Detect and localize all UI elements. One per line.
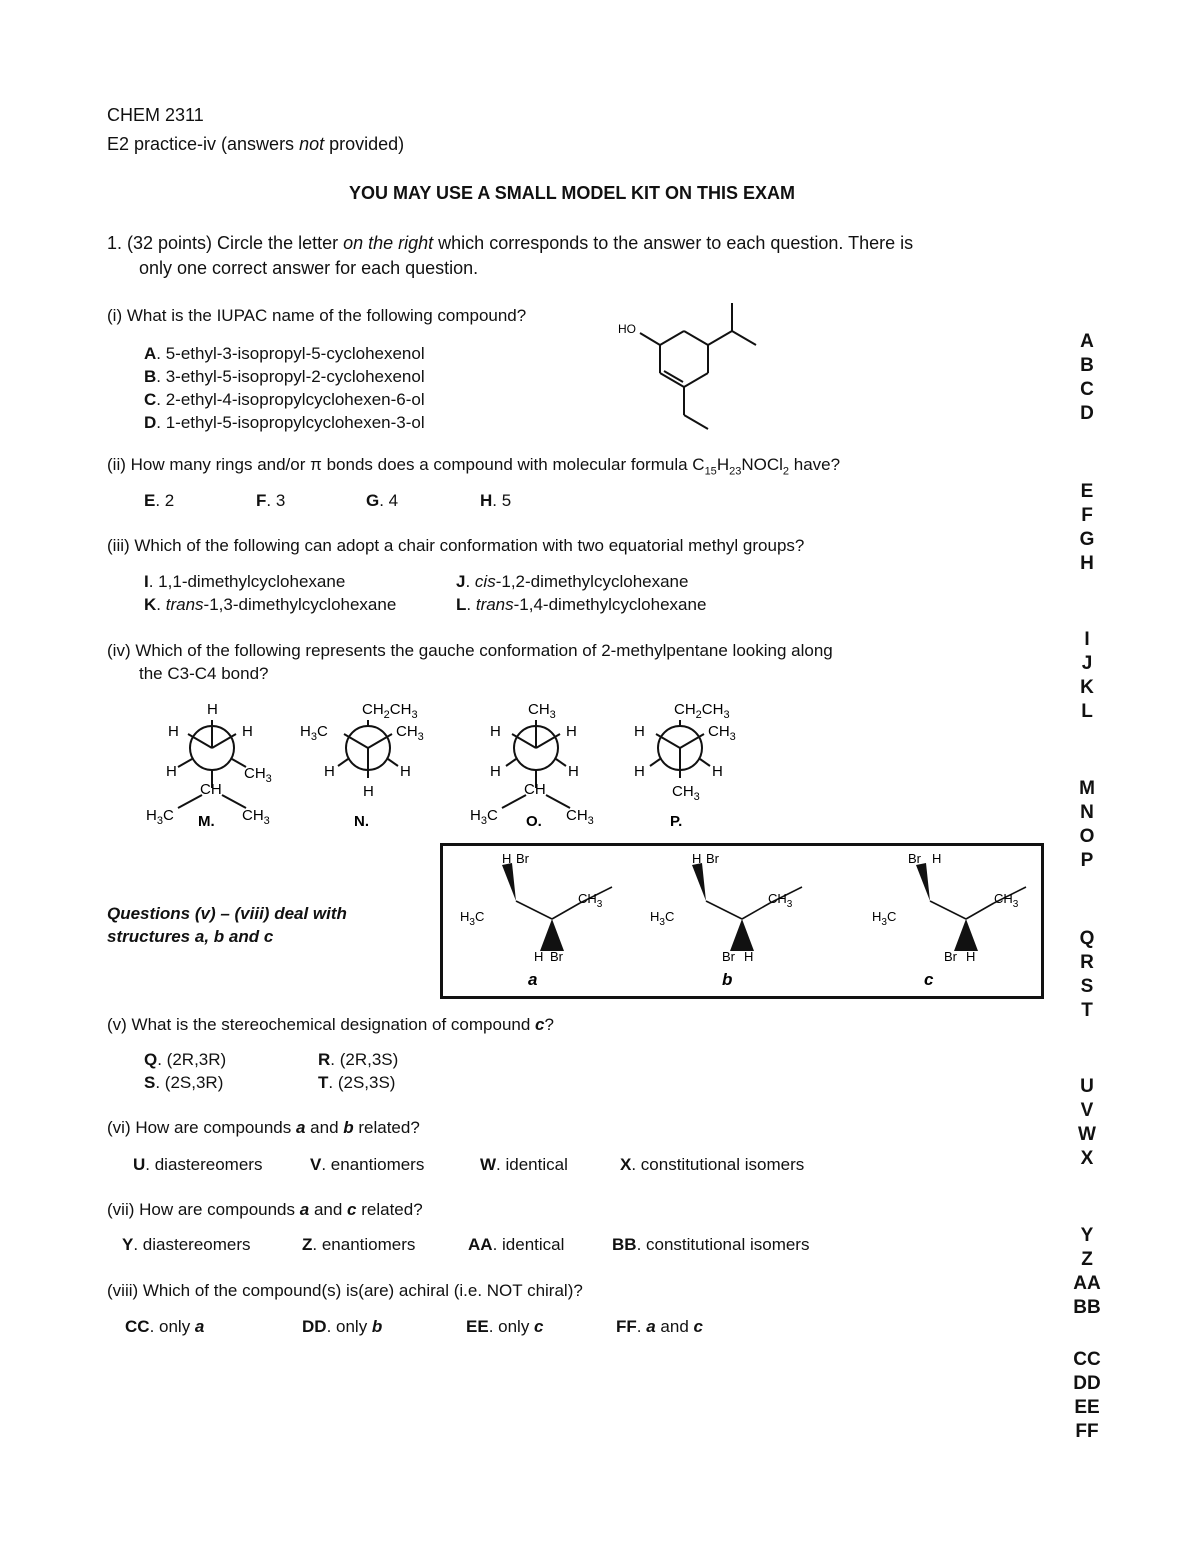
question-ii-prompt: (ii) How many rings and/or π bonds does a compound with molecular formula $C_{15}H_{23}NOCl_2$ have? xyxy=(107,455,841,478)
answer-choice[interactable]: Q xyxy=(1079,928,1095,949)
answer-choice[interactable]: F xyxy=(1081,505,1093,526)
option-r: R. (2R,3S) xyxy=(318,1050,399,1069)
atom-ch3: $CH_3$ xyxy=(994,891,1019,910)
answer-choice[interactable]: S xyxy=(1080,976,1094,997)
newman-projections xyxy=(140,690,740,840)
atom-h3c: $H_3C$ xyxy=(460,909,485,928)
answer-choice[interactable]: P xyxy=(1080,850,1094,871)
structure-a-label: a xyxy=(528,970,538,989)
structure-c-label: c xyxy=(924,970,934,989)
atom-br-bottom: Br xyxy=(944,949,957,964)
option-ff: FF. a and c xyxy=(616,1317,703,1336)
newman-o-h3c: $H_3C$ xyxy=(470,807,498,827)
newman-p-ch3: $CH_3$ xyxy=(708,723,736,743)
answer-choice[interactable]: R xyxy=(1080,952,1094,973)
answer-choice[interactable]: Z xyxy=(1081,1249,1093,1270)
option-t: T. (2S,3S) xyxy=(318,1073,396,1092)
newman-o-h-lower-right: H xyxy=(568,763,579,780)
answer-choice[interactable]: O xyxy=(1079,826,1095,847)
answer-choice[interactable]: G xyxy=(1079,529,1095,550)
option-a: A. 5-ethyl-3-isopropyl-5-cyclohexenol xyxy=(144,344,425,363)
answer-choice-group-i xyxy=(1062,330,1112,426)
newman-o-label: O. xyxy=(526,813,542,830)
question-v-prompt: (v) What is the stereochemical designation of compound c? xyxy=(107,1015,554,1034)
option-f: F. 3 xyxy=(256,491,286,510)
atom-ch3: $CH_3$ xyxy=(578,891,603,910)
newman-m-label: M. xyxy=(198,813,215,830)
atom-h: H xyxy=(502,851,512,866)
atom-h-bottom: H xyxy=(534,949,544,964)
option-b: B. 3-ethyl-5-isopropyl-2-cyclohexenol xyxy=(144,367,425,386)
option-x: X. constitutional isomers xyxy=(620,1155,805,1174)
answer-choice[interactable]: FF xyxy=(1075,1421,1099,1442)
answer-choice[interactable]: E xyxy=(1080,481,1094,502)
newman-n-h-left: H xyxy=(324,763,335,780)
option-s: S. (2S,3R) xyxy=(144,1073,224,1092)
atom-br: Br xyxy=(908,851,921,866)
answer-choice-group-v xyxy=(1062,927,1112,1023)
newman-n-ch2ch3: $CH_2CH_3$ xyxy=(362,701,418,721)
newman-p-label: P. xyxy=(670,813,683,830)
answer-choice[interactable]: AA xyxy=(1073,1273,1101,1294)
answer-choice[interactable]: K xyxy=(1080,677,1094,698)
option-d: D. 1-ethyl-5-isopropylcyclohexen-3-ol xyxy=(144,413,425,432)
question-1-intro-line2: only one correct answer for each question. xyxy=(139,258,479,278)
newman-p-h-upper-left: H xyxy=(634,723,645,740)
question-iv-prompt-line2: the C3-C4 bond? xyxy=(139,664,269,683)
atom-h: H xyxy=(692,851,702,866)
option-e: E. 2 xyxy=(144,491,175,510)
newman-o-ch3-bottom: $CH_3$ xyxy=(566,807,594,827)
structures-caption-line1: Questions (v) – (viii) deal with xyxy=(107,904,347,923)
option-h: H. 5 xyxy=(480,491,512,510)
newman-n-label: N. xyxy=(354,813,369,830)
answer-choice[interactable]: J xyxy=(1081,653,1093,674)
newman-n-h-right: H xyxy=(400,763,411,780)
answer-choice[interactable]: L xyxy=(1081,701,1093,722)
option-aa: AA. identical xyxy=(468,1235,565,1254)
option-q: Q. (2R,3R) xyxy=(144,1050,227,1069)
newman-m-ch3-bottom: $CH_3$ xyxy=(242,807,270,827)
option-k: K. trans-1,3-dimethylcyclohexane xyxy=(144,595,397,614)
answer-choice[interactable]: C xyxy=(1080,379,1094,400)
newman-m-ch3: $CH_3$ xyxy=(244,765,272,785)
course-title: CHEM 2311 xyxy=(107,105,204,125)
answer-choice[interactable]: U xyxy=(1080,1076,1094,1097)
answer-choice[interactable]: H xyxy=(1080,553,1094,574)
answer-choice[interactable]: A xyxy=(1080,331,1094,352)
newman-o-ch3-top: $CH_3$ xyxy=(528,701,556,721)
answer-choice[interactable]: W xyxy=(1078,1124,1096,1145)
answer-choice[interactable]: DD xyxy=(1073,1373,1101,1394)
newman-m-h3c: $H_3C$ xyxy=(146,807,174,827)
model-kit-notice: YOU MAY USE A SMALL MODEL KIT ON THIS EXAM xyxy=(349,183,796,203)
answer-choice[interactable]: T xyxy=(1081,1000,1093,1021)
option-j: J. cis-1,2-dimethylcyclohexane xyxy=(456,572,689,591)
exam-subtitle: E2 practice-iv (answers not provided) xyxy=(107,134,405,154)
newman-p-ch3-bottom: $CH_3$ xyxy=(672,783,700,803)
option-cc: CC. only a xyxy=(125,1317,205,1336)
structure-a xyxy=(460,851,612,989)
newman-p-h-lower-right: H xyxy=(712,763,723,780)
newman-p-ch2ch3: $CH_2CH_3$ xyxy=(674,701,730,721)
answer-choice-group-viii xyxy=(1062,1348,1112,1444)
structures-box xyxy=(440,843,1044,999)
newman-o-h-upper-left: H xyxy=(490,723,501,740)
answer-choice[interactable]: M xyxy=(1079,778,1095,799)
answer-choice-group-iv xyxy=(1062,777,1112,873)
newman-o-h-lower-left: H xyxy=(490,763,501,780)
answer-choice[interactable]: CC xyxy=(1073,1349,1101,1370)
newman-m xyxy=(146,701,272,830)
option-g: G. 4 xyxy=(366,491,399,510)
option-y: Y. diastereomers xyxy=(122,1235,251,1254)
answer-choice[interactable]: D xyxy=(1080,403,1094,424)
option-ee: EE. only c xyxy=(466,1317,544,1336)
answer-choice[interactable]: Y xyxy=(1080,1225,1094,1246)
question-i-prompt: (i) What is the IUPAC name of the following compound? xyxy=(107,306,527,325)
newman-o xyxy=(470,701,594,830)
option-w: W. identical xyxy=(480,1155,568,1174)
option-i: I. 1,1-dimethylcyclohexane xyxy=(144,572,346,591)
newman-o-ch: CH xyxy=(524,781,546,798)
question-iv-prompt: (iv) Which of the following represents the gauche conformation of 2-methylpentane looking along xyxy=(107,641,833,660)
newman-p xyxy=(634,701,736,830)
answer-choice[interactable]: B xyxy=(1080,355,1094,376)
question-vii-prompt: (vii) How are compounds a and c related? xyxy=(107,1200,423,1219)
option-bb: BB. constitutional isomers xyxy=(612,1235,810,1254)
atom-ch3: $CH_3$ xyxy=(768,891,793,910)
option-c: C. 2-ethyl-4-isopropylcyclohexen-6-ol xyxy=(144,390,425,409)
structures-caption xyxy=(107,902,347,948)
atom-h-bottom: H xyxy=(966,949,976,964)
answer-choice[interactable]: N xyxy=(1080,802,1094,823)
answer-choice[interactable]: X xyxy=(1080,1148,1094,1169)
option-u: U. diastereomers xyxy=(133,1155,263,1174)
atom-h: H xyxy=(932,851,942,866)
answer-choice[interactable]: V xyxy=(1080,1100,1094,1121)
atom-h3c: $H_3C$ xyxy=(650,909,675,928)
newman-n-ch3: $CH_3$ xyxy=(396,723,424,743)
question-iii-prompt: (iii) Which of the following can adopt a chair conformation with two equatorial methyl groups? xyxy=(107,536,805,555)
structures-caption-line2: structures a, b and c xyxy=(107,927,274,946)
newman-m-ch: CH xyxy=(200,781,222,798)
newman-m-h-lower-left: H xyxy=(166,763,177,780)
newman-n-h-bottom: H xyxy=(363,783,374,800)
hydroxyl-label: HO xyxy=(618,322,636,336)
atom-br: Br xyxy=(516,851,529,866)
newman-m-h-upper-right: H xyxy=(242,723,253,740)
structure-c xyxy=(872,851,1026,989)
newman-p-h-lower-left: H xyxy=(634,763,645,780)
option-l: L. trans-1,4-dimethylcyclohexane xyxy=(456,595,707,614)
newman-o-h-upper-right: H xyxy=(566,723,577,740)
atom-br-bottom: Br xyxy=(722,949,735,964)
question-1-intro: 1. (32 points) Circle the letter on the right which corresponds to the answer to each question. There is xyxy=(107,233,914,253)
answer-choice[interactable]: BB xyxy=(1073,1297,1101,1318)
option-dd: DD. only b xyxy=(302,1317,383,1336)
option-v: V. enantiomers xyxy=(310,1155,425,1174)
answer-choice[interactable]: EE xyxy=(1074,1397,1100,1418)
structure-b-label: b xyxy=(722,970,733,989)
answer-choice-group-vii xyxy=(1062,1224,1112,1320)
question-vi-prompt: (vi) How are compounds a and b related? xyxy=(107,1118,420,1137)
newman-n-h3c: $H_3C$ xyxy=(300,723,328,743)
cyclohexenol-structure xyxy=(610,295,770,435)
question-viii-prompt: (viii) Which of the compound(s) is(are) achiral (i.e. NOT chiral)? xyxy=(107,1281,583,1300)
answer-choice-group-vi xyxy=(1062,1075,1112,1171)
atom-h-bottom: H xyxy=(744,949,754,964)
newman-m-h-top: H xyxy=(207,701,218,718)
answer-choice-group-iii xyxy=(1062,628,1112,724)
newman-m-h-upper-left: H xyxy=(168,723,179,740)
atom-br: Br xyxy=(706,851,719,866)
answer-choice[interactable]: I xyxy=(1084,629,1090,650)
answer-choice-group-ii xyxy=(1062,480,1112,576)
atom-br-bottom: Br xyxy=(550,949,563,964)
newman-n xyxy=(300,701,424,830)
option-z: Z. enantiomers xyxy=(302,1235,416,1254)
atom-h3c: $H_3C$ xyxy=(872,909,897,928)
structure-b xyxy=(650,851,802,989)
question-i-options xyxy=(144,342,425,434)
wedge xyxy=(502,863,516,901)
